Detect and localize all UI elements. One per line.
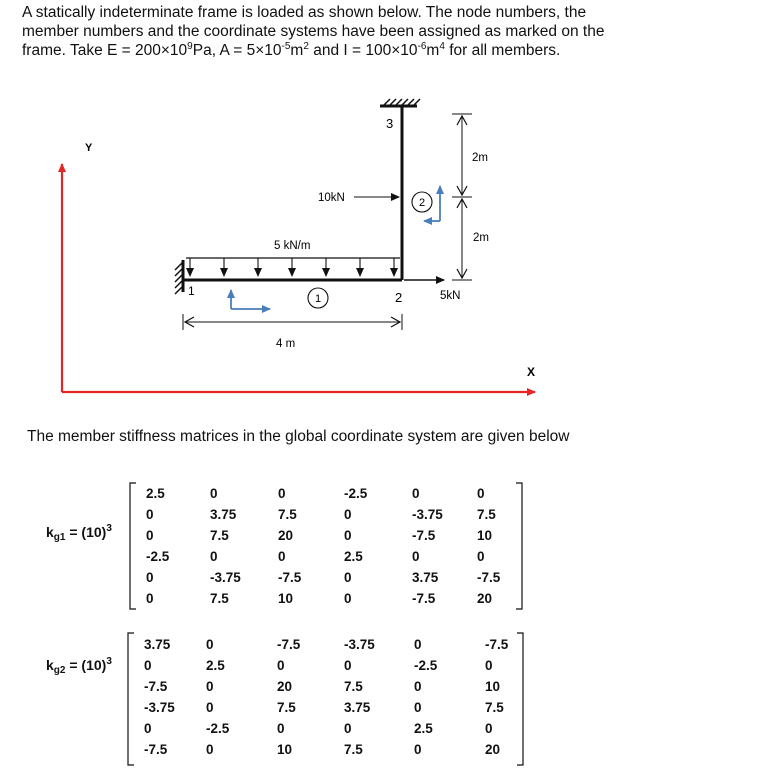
kg1-cell-r2-c5: -3.75 xyxy=(412,507,443,522)
kg2-cell-r5-c3: 0 xyxy=(277,721,285,736)
dimension-upper-label: 2m xyxy=(472,152,488,164)
kg2-label-mid: = (10) xyxy=(65,657,107,673)
kg1-cell-r4-c3: 0 xyxy=(278,549,286,564)
kg2-right-bracket xyxy=(515,632,525,766)
kg1-cell-r5-c5: 3.75 xyxy=(412,570,439,585)
kg1-cell-r3-c2: 7.5 xyxy=(210,528,229,543)
kg2-cell-r4-c3: 7.5 xyxy=(277,700,296,715)
kg2-cell-r4-c5: 0 xyxy=(414,700,422,715)
kg2-cell-r1-c2: 0 xyxy=(206,637,214,652)
dimension-lower-label: 2m xyxy=(473,232,489,244)
horizontal-load-label: 5kN xyxy=(440,290,461,302)
text-tail: for all members. xyxy=(444,42,561,59)
kg1-cell-r3-c1: 0 xyxy=(146,528,154,543)
kg2-cell-r3-c2: 0 xyxy=(206,679,214,694)
kg2-cell-r1-c3: -7.5 xyxy=(277,637,301,652)
kg1-label-sup: 3 xyxy=(106,523,112,534)
kg1-cell-r2-c1: 0 xyxy=(146,507,154,522)
unit-m-2: m xyxy=(426,42,440,59)
kg1-cell-r4-c2: 0 xyxy=(210,549,218,564)
kg1-cell-r5-c1: 0 xyxy=(146,570,154,585)
kg1-cell-r2-c2: 3.75 xyxy=(210,507,237,522)
dimension-vertical xyxy=(452,114,472,280)
kg2-left-bracket xyxy=(126,632,136,766)
kg2-cell-r2-c1: 0 xyxy=(144,658,152,673)
kg1-cell-r1-c4: -2.5 xyxy=(344,486,368,501)
kg2-cell-r5-c6: 0 xyxy=(485,721,493,736)
kg2-cell-r2-c2: 2.5 xyxy=(206,658,225,673)
kg1-label-sub: g1 xyxy=(53,532,66,543)
kg2-cell-r3-c4: 7.5 xyxy=(344,679,363,694)
kg2-label xyxy=(46,657,112,676)
kg1-cell-r3-c6: 10 xyxy=(477,528,493,543)
kg1-cell-r1-c2: 0 xyxy=(210,486,218,501)
matrices-caption: The member stiffness matrices in the global coordinate system are given below xyxy=(27,428,570,445)
kg2-cell-r4-c4: 3.75 xyxy=(344,700,371,715)
kg1-cell-r3-c4: 0 xyxy=(344,528,352,543)
kg2-cell-r2-c3: 0 xyxy=(277,658,285,673)
kg2-label-sup: 3 xyxy=(106,656,112,667)
kg2-cell-r6-c2: 0 xyxy=(206,742,214,757)
kg2-cell-r6-c5: 0 xyxy=(414,742,422,757)
kg1-cell-r4-c1: -2.5 xyxy=(146,549,170,564)
kg1-cell-r4-c6: 0 xyxy=(477,549,485,564)
exp-i: -6 xyxy=(417,41,427,52)
x-axis-label: X xyxy=(527,365,536,379)
kg2-cell-r4-c2: 0 xyxy=(206,700,214,715)
kg2-cell-r6-c6: 20 xyxy=(485,742,501,757)
node-1-label: 1 xyxy=(188,284,195,298)
dimension-span-label: 4 m xyxy=(276,338,296,350)
kg1-cell-r6-c5: -7.5 xyxy=(412,591,436,606)
problem-line-1: A statically indeterminate frame is loaded as shown below. The node numbers, the xyxy=(22,4,587,21)
kg2-cell-r1-c1: 3.75 xyxy=(144,637,171,652)
kg1-cell-r4-c5: 0 xyxy=(412,549,420,564)
fixed-support-node-3 xyxy=(380,99,420,106)
kg1-label-mid: = (10) xyxy=(65,524,107,540)
kg1-cell-r2-c4: 0 xyxy=(344,507,352,522)
kg2-cell-r4-c6: 7.5 xyxy=(485,700,504,715)
kg2-label-k: k xyxy=(46,657,54,673)
problem-line-2: member numbers and the coordinate systems have been assigned as marked on the xyxy=(22,23,605,40)
local-axes-member-1 xyxy=(231,290,270,309)
kg1-cell-r4-c4: 2.5 xyxy=(344,549,363,564)
kg2-cell-r2-c4: 0 xyxy=(344,658,352,673)
unit-m: m xyxy=(290,42,304,59)
kg2-cell-r3-c3: 20 xyxy=(277,679,293,694)
kg1-cell-r1-c6: 0 xyxy=(477,486,485,501)
kg2-cell-r5-c2: -2.5 xyxy=(206,721,230,736)
kg1-cell-r5-c4: 0 xyxy=(344,570,352,585)
kg1-cell-r3-c3: 20 xyxy=(278,528,294,543)
kg2-cell-r3-c1: -7.5 xyxy=(144,679,168,694)
global-axes xyxy=(62,164,535,392)
text-i-value: and I = 100×10 xyxy=(308,42,418,59)
node-3-label: 3 xyxy=(386,116,394,131)
member-1-label: 1 xyxy=(314,293,322,305)
kg2-cell-r5-c1: 0 xyxy=(144,721,152,736)
kg2-cell-r3-c6: 10 xyxy=(485,679,501,694)
kg1-cell-r6-c4: 0 xyxy=(344,591,352,606)
y-axis-label: Y xyxy=(85,142,93,154)
kg1-cell-r3-c5: -7.5 xyxy=(412,528,436,543)
exp-m4: 4 xyxy=(439,41,445,52)
kg2-cell-r6-c1: -7.5 xyxy=(144,742,168,757)
exp-a: -5 xyxy=(281,41,291,52)
text-a-value: Pa, A = 5×10 xyxy=(192,42,282,59)
kg2-cell-r2-c5: -2.5 xyxy=(414,658,438,673)
fixed-support-node-1 xyxy=(175,260,183,294)
kg1-right-bracket xyxy=(514,482,524,610)
kg2-cell-r1-c4: -3.75 xyxy=(344,637,375,652)
kg2-cell-r2-c6: 0 xyxy=(485,658,493,673)
udl-label: 5 kN/m xyxy=(274,240,311,252)
kg2-cell-r5-c5: 2.5 xyxy=(414,721,433,736)
kg2-cell-r1-c5: 0 xyxy=(414,637,422,652)
exp-m2: 2 xyxy=(303,41,309,52)
node-2-label: 2 xyxy=(395,290,403,305)
kg1-cell-r2-c3: 7.5 xyxy=(278,507,297,522)
kg1-cell-r1-c3: 0 xyxy=(278,486,286,501)
kg2-cell-r3-c5: 0 xyxy=(414,679,422,694)
text-e-value: frame. Take E = 200×10 xyxy=(22,42,188,59)
kg1-cell-r6-c6: 20 xyxy=(477,591,493,606)
kg1-cell-r6-c3: 10 xyxy=(278,591,294,606)
kg1-cell-r6-c2: 7.5 xyxy=(210,591,229,606)
kg2-cell-r1-c6: -7.5 xyxy=(485,637,509,652)
dimension-span xyxy=(183,314,402,330)
member-2-label: 2 xyxy=(418,197,426,209)
kg1-cell-r1-c1: 2.5 xyxy=(146,486,165,501)
kg2-cell-r6-c4: 7.5 xyxy=(344,742,363,757)
kg2-label-sub: g2 xyxy=(53,665,66,676)
kg1-cell-r5-c6: -7.5 xyxy=(477,570,501,585)
kg1-cell-r6-c1: 0 xyxy=(146,591,154,606)
kg1-label-k: k xyxy=(46,524,54,540)
kg2-cell-r5-c4: 0 xyxy=(344,721,352,736)
kg2-cell-r6-c3: 10 xyxy=(277,742,293,757)
exp-e: 9 xyxy=(187,41,193,52)
kg1-cell-r2-c6: 7.5 xyxy=(477,507,496,522)
udl-load xyxy=(186,258,400,276)
kg1-left-bracket xyxy=(128,482,138,610)
kg1-cell-r5-c2: -3.75 xyxy=(210,570,241,585)
kg1-label xyxy=(46,524,112,543)
point-load-label: 10kN xyxy=(318,192,345,204)
kg1-cell-r5-c3: -7.5 xyxy=(278,570,302,585)
kg1-cell-r1-c5: 0 xyxy=(412,486,420,501)
kg2-cell-r4-c1: -3.75 xyxy=(144,700,175,715)
